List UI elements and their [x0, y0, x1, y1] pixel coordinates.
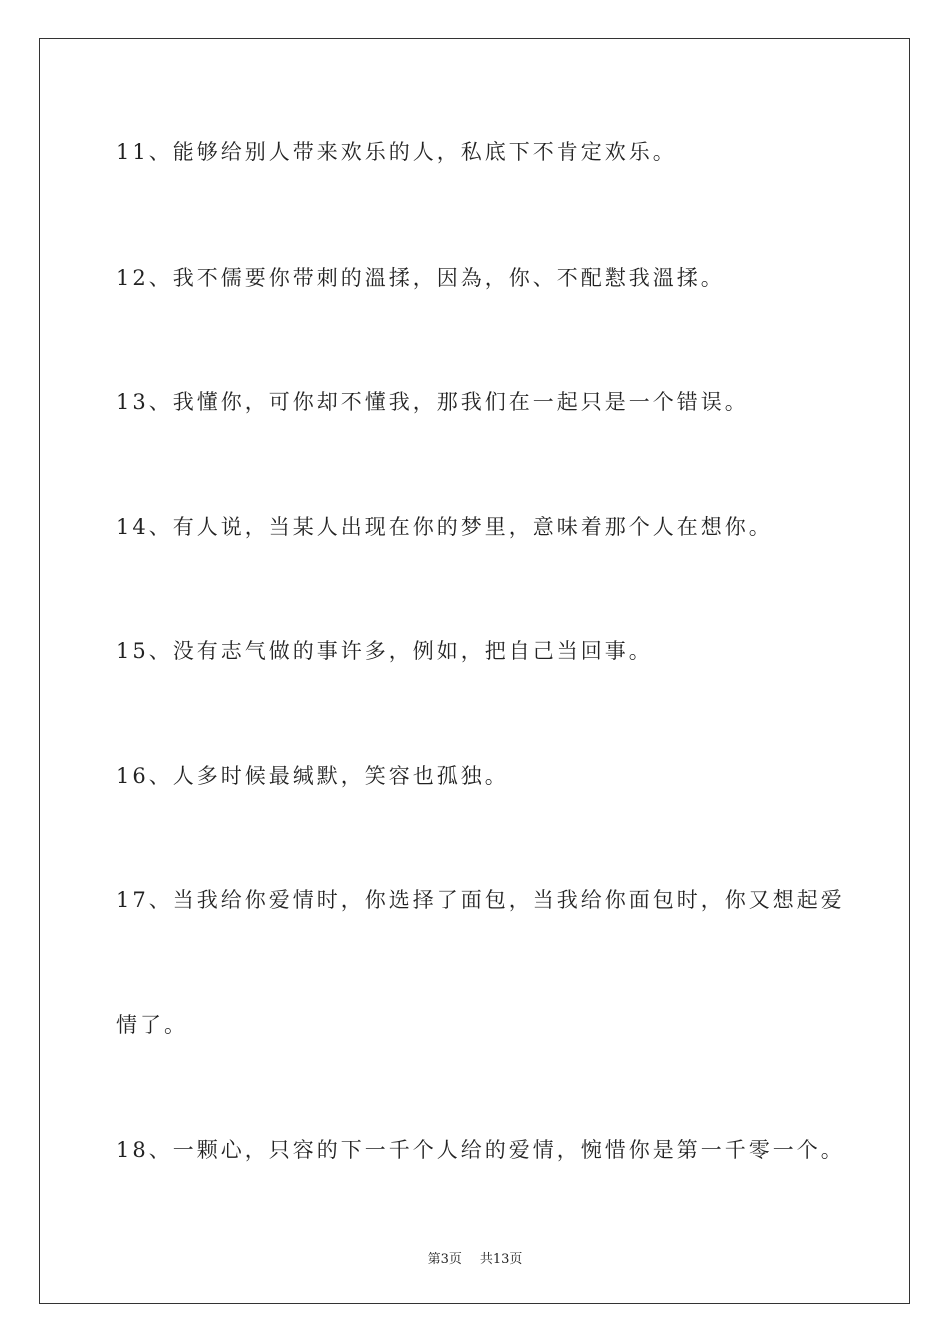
quote-line-14: 14、有人说，当某人出现在你的梦里，意味着那个人在想你。 [116, 515, 773, 539]
quote-line-13: 13、我懂你，可你却不懂我，那我们在一起只是一个错误。 [116, 390, 749, 414]
quote-line-11: 11、能够给别人带来欢乐的人，私底下不肯定欢乐。 [116, 140, 677, 164]
quote-line-16: 16、人多时候最缄默，笑容也孤独。 [116, 764, 509, 788]
page-border [39, 38, 910, 1304]
page-total: 共13页 [479, 1252, 523, 1267]
quote-line-18: 18、一颗心，只容的下一千个人给的爱情，惋惜你是第一千零一个。 [116, 1138, 845, 1162]
quote-line-15: 15、没有志气做的事许多，例如，把自己当回事。 [116, 639, 653, 663]
page-footer [0, 1248, 950, 1267]
quote-line-17: 17、当我给你爱情时，你选择了面包，当我给你面包时，你又想起爱 [116, 888, 845, 912]
quote-line-17-continued: 情了。 [116, 1013, 188, 1037]
page-number: 第3页 [427, 1252, 462, 1267]
quote-line-12: 12、我不儒要你带刺的溫揉，因為，你、不配懟我溫揉。 [116, 266, 725, 290]
